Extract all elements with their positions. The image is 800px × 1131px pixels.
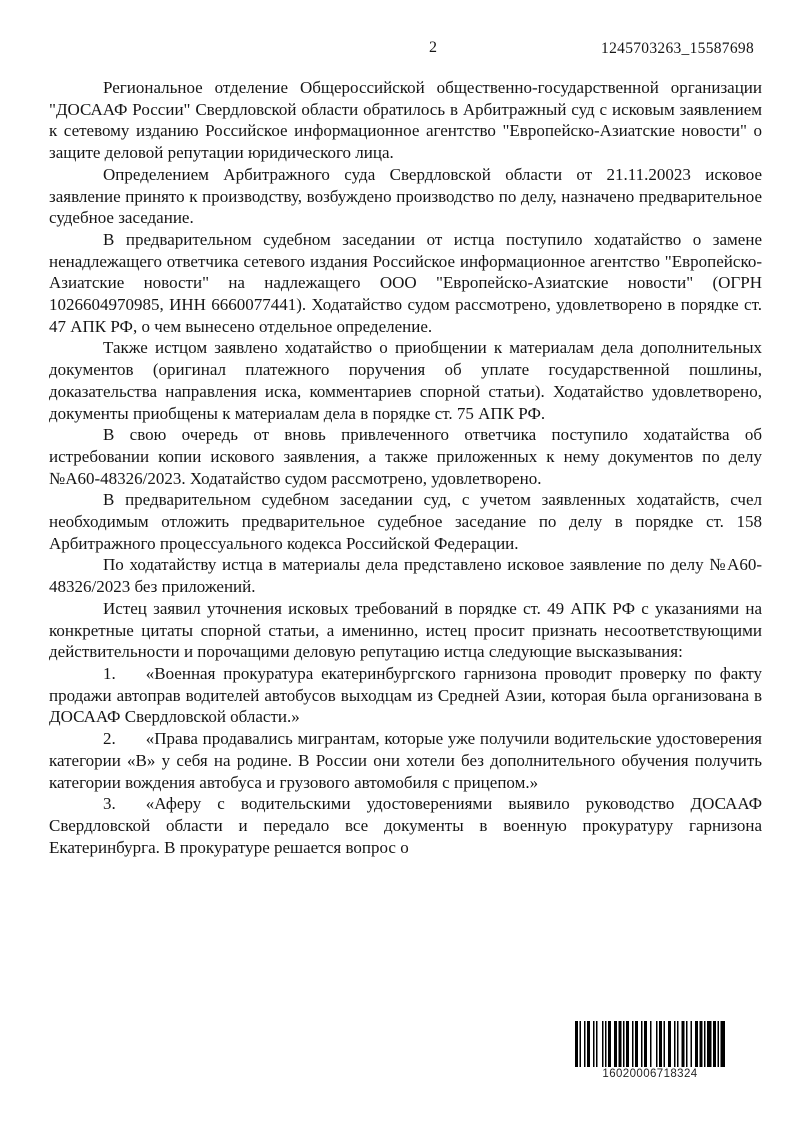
paragraph-text: Региональное отделение Общероссийской общественно-государственной организации "ДОСААФ России" Свердловской области обратилось в Арбитражный суд с исковым заявлением к сетевому изданию Российское информационное агентство "Европейско-Азиатские новости" о защите деловой репутации юридического лица. <box>49 78 762 163</box>
paragraph-text: В свою очередь от вновь привлеченного ответчика поступило ходатайства об истребовании копии искового заявления, а также приложенных к нему документов по делу №А60-48326/2023. Ходатайство судом рассмотрено, удовлетворено. <box>49 425 762 488</box>
paragraph-text: В предварительном судебном заседании от истца поступило ходатайство о замене ненадлежащего ответчика сетевого издания Российское информационное агентство "Европейско-Азиатские новости" на надлежащего ООО "Европейско-Азиатские новости" (ОГРН 1026604970985, ИНН 6660077441). Ходатайство судом рассмотрено, удовлетворено в порядке ст. 47 АПК РФ, о чем вынесено отдельное определение. <box>49 229 762 336</box>
paragraph <box>49 164 762 229</box>
paragraph <box>49 424 762 489</box>
paragraph-text: Истец заявил уточнения исковых требований в порядке ст. 49 АПК РФ с указаниями на конкретные цитаты спорной статьи, а именинно, истец просит признать несоответствующими действительности и порочащими деловую репутацию истца следующие высказывания: <box>49 598 762 662</box>
paragraph-number: 3. <box>103 794 116 814</box>
numbered-paragraph <box>49 728 762 793</box>
paragraph-text: По ходатайству истца в материалы дела представлено исковое заявление по делу №А60-48326/2023 без приложений. <box>49 555 762 597</box>
paragraph-text: В предварительном судебном заседании суд, с учетом заявленных ходатайств, счел необходимым отложить предварительное судебное заседание по делу в порядке ст. 158 Арбитражного процессуального кодекса Российской Федерации. <box>49 490 762 553</box>
barcode-bars-icon <box>575 1021 725 1067</box>
paragraph <box>49 337 762 424</box>
paragraph <box>49 77 762 164</box>
paragraph-number: 1. <box>103 663 116 683</box>
numbered-paragraph <box>49 793 762 858</box>
paragraph-number: 2. <box>103 729 116 749</box>
paragraph-text: Также истцом заявлено ходатайство о приобщении к материалам дела дополнительных документов (оригинал платежного поручения об уплате государственной пошлины, доказательства направления иска, комментариев спорной статьи). Ходатайство удовлетворено, документы приобщены к материалам дела в порядке ст. 75 АПК РФ. <box>49 338 762 423</box>
document-id: 1245703263_15587698 <box>601 40 754 57</box>
barcode <box>570 1021 730 1080</box>
paragraph <box>49 554 762 597</box>
page-number: 2 <box>429 39 437 56</box>
paragraph-text: «Аферу с водительскими удостоверениями выявило руководство ДОСААФ Свердловской области и передало все документы в военную прокуратуру гарнизона Екатеринбурга. В прокуратуре решается вопрос о <box>49 794 762 857</box>
barcode-number: 16020006718324 <box>602 1068 698 1080</box>
paragraph <box>49 598 762 663</box>
paragraph-text: «Военная прокуратура екатеринбургского гарнизона проводит проверку по факту продажи автоправ водителей автобусов выходцам из Средней Азии, которая была организована в ДОСААФ Свердловской области.» <box>49 663 762 727</box>
paragraph <box>49 489 762 554</box>
paragraph <box>49 229 762 338</box>
paragraph-text: Определением Арбитражного суда Свердловской области от 21.11.20023 исковое заявление принято к производству, возбуждено производство по делу, назначено предварительное судебное заседание. <box>49 164 762 228</box>
document-body <box>49 77 762 858</box>
numbered-paragraph <box>49 663 762 728</box>
paragraph-text: «Права продавались мигрантам, которые уже получили водительские удостоверения категории «В» у себя на родине. В России они хотели без дополнительного обучения получить категории вождения автобуса и грузового автомобиля с прицепом.» <box>49 729 762 792</box>
